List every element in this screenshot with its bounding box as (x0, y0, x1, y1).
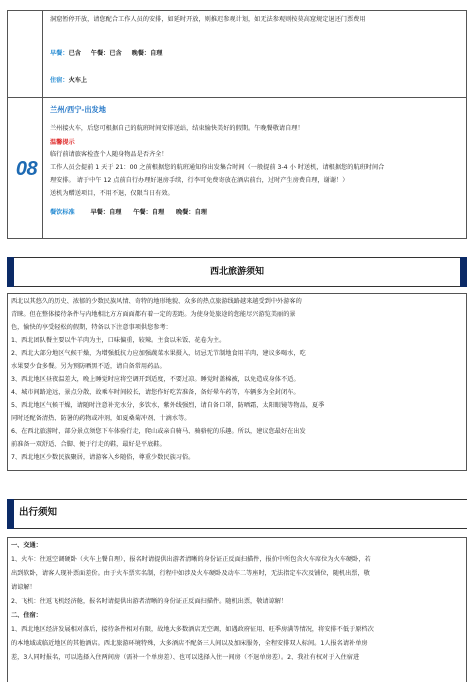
lunch-value: 自理 (151, 209, 165, 216)
day7-note: 洞窟暂停开放，请您配合工作人员的安排，如延时开放，则推迟参观计划，如无法参观则按莫高窟规定退还门票费用 (50, 16, 366, 23)
northwest-notes (7, 293, 467, 471)
meal-label: 早餐： (50, 50, 69, 57)
note-line: 同时还配备清热、防暑的药物或冲剂，如夏桑菊冲剂、十滴水等。 (11, 415, 191, 422)
travel-line: 的本地域或临近地区的其他酒店。西北旅游环境特殊，大多酒店不配备三人间以及加床服务，全程安排双人标间。1人报名请补单房 (11, 640, 368, 647)
stay-label: 住宿： (50, 77, 69, 84)
day8-meals (50, 208, 460, 218)
day8-line5: 送机为赠送项目，不用不退，仅限当日有效。 (50, 190, 174, 197)
travel-line: 2、飞机：往返飞机经济舱，报名时请提供出游者清晰的身份证正反面扫描件。随机出票，敬请谅解！ (11, 598, 288, 605)
note-line: 5、西北地区气候干燥，请随时注意补充水分，多饮水，紫外线强烈，请自备口罩，防晒霜，太阳眼镜等物品，夏季 (11, 402, 325, 409)
northwest-header (7, 257, 467, 287)
travel-line: 差，3人同时报名，可以选择入住两间房（需补一个单房差）、也可以选择入住一间房（不退单房差）。2、我社有权对于入住宿进 (11, 654, 360, 661)
day7-meals (50, 49, 460, 59)
dinner-value: 自理 (194, 209, 207, 216)
day8-line1: 兰州接火车，后您可根据自己的航班时间安排送站，结束愉快美好的假期。午晚餐敬请自理！ (50, 125, 304, 132)
stay-value: 火车上 (68, 77, 88, 84)
day8-line4: 理安排。 请于中午 12 点前自行办理好退房手续，行李可免费寄放在酒店前台，过时产生房费自理，谢谢！） (50, 177, 349, 184)
day8-line2: 临行前请旅客检查个人随身物品是否齐全！ (50, 151, 168, 158)
note-line: 1、西北团队餐主要以牛羊肉为主，口味偏重，较辣。主食以米饭、花卷为主。 (11, 337, 226, 344)
lunch-label: 午餐： (133, 209, 152, 216)
travel-line: 二、住宿： (11, 612, 42, 619)
dinner-label: 晚餐： (131, 50, 151, 57)
travel-line: 出到软卧，请客人现补票面差价。由于火车票实名制，行程中如涉及火车硬卧及动车二等座时，无法指定车次及铺位，随机出票，敬 (11, 570, 370, 577)
breakfast-value: 已含 (68, 50, 81, 57)
travel-line: 一、交通： (11, 542, 42, 549)
travel-line: 请谅解！ (11, 584, 36, 591)
note-line: 西北以其悠久的历史、浓郁的少数民族风情、奇特的地形地貌、众多的热点旅游线路越来越受到中外游客的 (11, 298, 302, 305)
day8-line3: 工作人员会提前 1 天于 21：00 之前根据您的航班通知你出发集合时间（一般提前 3-4 小 时送机，请根据您的航班时间合 (50, 164, 385, 171)
note-line: 3、西北地区昼夜温差大，晚上睡觉时应将空调开到适度，不要过凉。睡觉时盖棉被，以免造成身体不适。 (11, 376, 300, 383)
northwest-title: 西北旅游须知 (209, 267, 264, 277)
note-line: 前准备一双舒适、合脚、便于行走的鞋，最好是平底鞋。 (11, 441, 166, 448)
dinner-label: 晚餐： (176, 209, 195, 216)
note-line: 水果要少食多餐。另为预防晒黑不适，请自备常用药品。 (11, 363, 166, 370)
note-line: 6、在西北旅游时，部分景点须您下车体验行走，爬山或亲自骑马、骑骆驼的乐趣。所以，建议您最好在出发 (11, 428, 306, 435)
row-divider (8, 97, 466, 98)
dinner-value: 自理 (150, 50, 163, 57)
note-line: 色，愉快的享受轻松的假期，特备以下注意事项供您参考： (11, 324, 172, 331)
tip-label: 温馨提示 (50, 139, 75, 146)
note-line: 青睐。但在整体接待条件与内地相比方方面面都有着一定的差距。为使身处旅途的您能尽兴游览美丽的景 (11, 311, 296, 318)
note-line: 2、西北大部分地区气候干燥，为增强抵抗力应加强蔬菜水果摄入，切忌无节制地食用羊肉，建议多喝水，吃 (11, 350, 306, 357)
travel-title: 出行须知 (19, 507, 58, 518)
header-accent-left (7, 499, 14, 529)
travel-notes (7, 537, 467, 682)
breakfast-value: 自理 (109, 209, 122, 216)
travel-header (7, 499, 467, 529)
breakfast-label: 早餐： (90, 209, 110, 216)
itinerary-table (7, 10, 467, 239)
day-number: 08 (15, 158, 38, 180)
lunch-label: 午餐： (90, 50, 110, 57)
lunch-value: 已含 (109, 50, 122, 57)
note-line: 7、西北地区少数民族聚居，请游客入乡随俗，尊重少数民族习俗。 (11, 454, 195, 461)
travel-line: 1、火车：往返空调硬卧（火车上餐自理），报名时请提供出游者清晰的身份证正反面扫描件，报价中所包含火车席位为火车硬卧，若 (11, 556, 371, 563)
meal-standard-label: 餐饮标准 (50, 209, 75, 216)
day7-stay (50, 76, 460, 86)
note-line: 4、城市间路途远，景点分散，故乘车时间较长，请您作好吃苦准备，备好晕车药等，车辆多为全封闭车。 (11, 389, 300, 396)
day-number-column (8, 11, 43, 238)
day8-title: 兰州/西宁-出发地 (50, 105, 106, 114)
travel-line: 1、西北地区经济发展相对落后，接待条件相对有限，故地大多数酒店无空调，如遇政府征用、旺季房满等情况，将安排不低于原档次 (11, 626, 374, 633)
